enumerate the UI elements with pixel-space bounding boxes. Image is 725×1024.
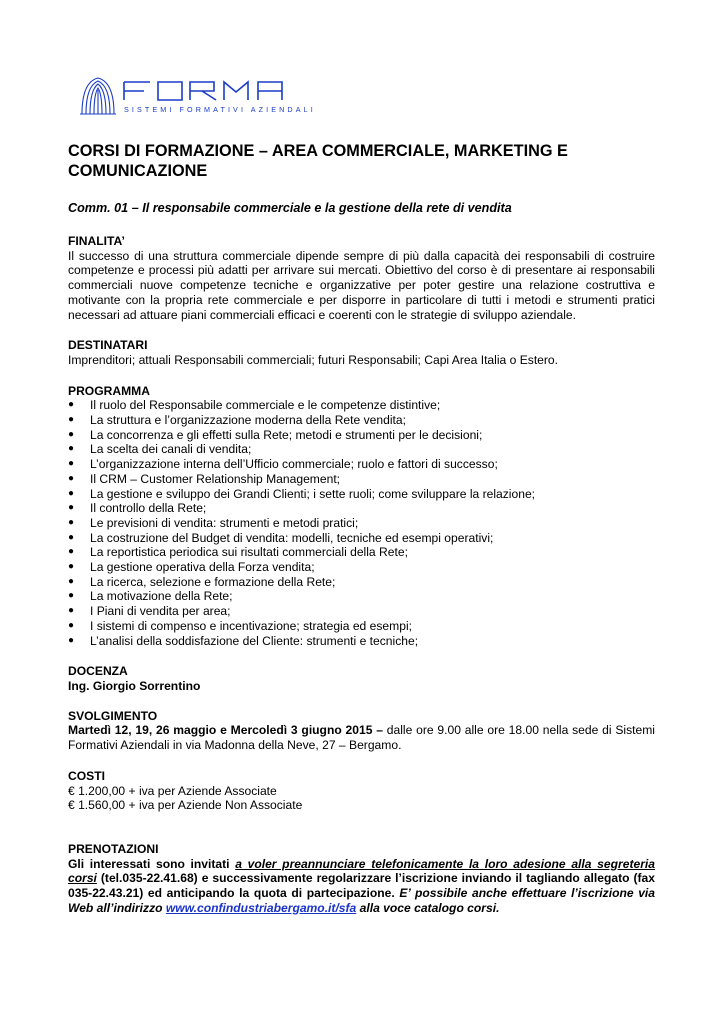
bullet-icon: ● [68,458,75,470]
programma-item-text: Le previsioni di vendita: strumenti e metodi pratici; [90,515,359,530]
programma-list [68,398,655,648]
section-costi [68,769,655,813]
programma-item [68,545,655,560]
svolgimento-details: dalle ore 9.00 alle ore 18.00 nella sede di Sistemi Formativi Aziendali in via Madonna della Neve, 27 – Bergamo. [68,723,655,753]
programma-item-text: Il ruolo del Responsabile commerciale e le competenze distintive; [90,398,441,413]
programma-item-text: La scelta dei canali di vendita; [90,442,252,457]
page-title: CORSI DI FORMAZIONE – AREA COMMERCIALE, MARKETING E COMUNICAZIONE [68,142,568,180]
programma-item [68,457,655,472]
bullet-icon: ● [68,399,75,411]
section-docenza [68,664,655,693]
section-programma [68,384,655,649]
bullet-icon: ● [68,516,75,528]
prenotazioni-part: Gli interessati sono invitati [68,856,236,871]
forma-logo-graphic [78,72,318,120]
logo-subtitle: SISTEMI FORMATIVI AZIENDALI [124,105,316,114]
bullet-icon: ● [68,561,75,573]
programma-item-text: I sistemi di compenso e incentivazione; strategia ed esempi; [90,618,412,633]
programma-item [68,619,655,634]
costi-line: € 1.200,00 + iva per Aziende Associate [68,783,277,798]
docenza-heading: DOCENZA [68,664,128,679]
section-destinatari [68,338,655,367]
programma-item-text: I Piani di vendita per area; [90,604,231,619]
programma-item [68,398,655,413]
finalita-heading: FINALITA’ [68,234,125,248]
programma-item [68,634,655,649]
course-title: Comm. 01 – Il responsabile commerciale e la gestione della rete di vendita [68,201,512,215]
svolgimento-heading: SVOLGIMENTO [68,708,158,723]
programma-item [68,487,655,502]
confindustria-link[interactable]: www.confindustriabergamo.it/sfa [165,900,357,915]
prenotazioni-end: alla voce catalogo corsi. [356,900,500,915]
bullet-icon: ● [68,443,75,455]
bullet-icon: ● [68,428,75,440]
programma-item [68,589,655,604]
programma-item [68,442,655,457]
programma-item-text: La concorrenza e gli effetti sulla Rete; metodi e strumenti per le decisioni; [90,427,483,442]
programma-item [68,472,655,487]
bullet-icon: ● [68,414,75,426]
programma-item [68,413,655,428]
programma-item-text: La struttura e l’organizzazione moderna della Rete vendita; [90,413,406,428]
bullet-icon: ● [68,502,75,514]
prenotazioni-text [68,857,655,916]
bullet-icon: ● [68,575,75,587]
programma-item [68,516,655,531]
programma-item-text: Il CRM – Customer Relationship Management; [90,471,341,486]
programma-item-text: La ricerca, selezione e formazione della Rete; [90,574,336,589]
section-prenotazioni [68,842,655,916]
programma-item [68,604,655,619]
programma-item-text: La gestione operativa della Forza vendita; [90,560,315,575]
prenotazioni-web: E’ possibile anche effettuare l’iscrizione via Web all’indirizzo [68,886,656,915]
svolgimento-text [68,723,655,752]
programma-item-text: La gestione e sviluppo dei Grandi Clienti; i sette ruoli; come sviluppare la relazione; [90,486,536,501]
bullet-icon: ● [68,634,75,646]
costi-heading: COSTI [68,768,105,783]
programma-item [68,501,655,516]
programma-item-text: La costruzione del Budget di vendita: modelli, tecniche ed esempi operativi; [90,530,494,545]
svolgimento-dates: Martedì 12, 19, 26 maggio e Mercoledì 3 giugno 2015 – [68,723,383,738]
finalita-text: Il successo di una struttura commerciale dipende sempre di più dalla capacità dei responsabili di costruire competenze e processi più adatti per arrivare sui mercati. Obiettivo del corso è di presentare ai responsabili commerciali nuove competenze tecniche e organizzative per poter gestire una relazione costruttiva e motivante con la propria rete commerciale e per disporre in particolare di tutti i metodi e strumenti pratici necessari ad attuare piani commerciali efficaci e coerenti con le strategie di sviluppo aziendale. [68,248,655,322]
bullet-icon: ● [68,531,75,543]
bullet-icon: ● [68,487,75,499]
forma-logo [78,72,318,120]
programma-item-text: L’analisi della soddisfazione del Cliente: strumenti e tecniche; [90,633,419,648]
programma-item-text: Il controllo della Rete; [90,501,207,516]
bullet-icon: ● [68,605,75,617]
section-svolgimento [68,709,655,753]
document-body [68,142,655,915]
docenza-name: Ing. Giorgio Sorrentino [68,678,201,693]
programma-heading: PROGRAMMA [68,383,150,398]
bullet-icon: ● [68,590,75,602]
bullet-icon: ● [68,472,75,484]
programma-item-text: L’organizzazione interna dell’Ufficio commerciale; ruolo e fattori di successo; [90,457,498,472]
section-finalita [68,234,655,322]
bullet-icon: ● [68,546,75,558]
programma-item [68,531,655,546]
destinatari-text: Imprenditori; attuali Responsabili commerciali; futuri Responsabili; Capi Area Italia o Estero. [68,352,559,367]
prenotazioni-underlined: a voler preannunciare telefonicamente la loro adesione alla segreteria corsi [68,856,655,886]
programma-item-text: La reportistica periodica sui risultati commerciali della Rete; [90,545,408,560]
programma-item-text: La motivazione della Rete; [90,589,233,604]
programma-item [68,428,655,443]
destinatari-heading: DESTINATARI [68,338,148,353]
prenotazioni-heading: PRENOTAZIONI [68,841,159,856]
bullet-icon: ● [68,619,75,631]
prenotazioni-part: (tel.035-22.41.68) e successivamente regolarizzare l’iscrizione inviando il tagliando allegato (fax 035-22.43.21) ed anticipando la quota di partecipazione. [68,871,655,901]
programma-item [68,560,655,575]
costi-line: € 1.560,00 + iva per Aziende Non Associate [68,798,303,813]
programma-item [68,575,655,590]
